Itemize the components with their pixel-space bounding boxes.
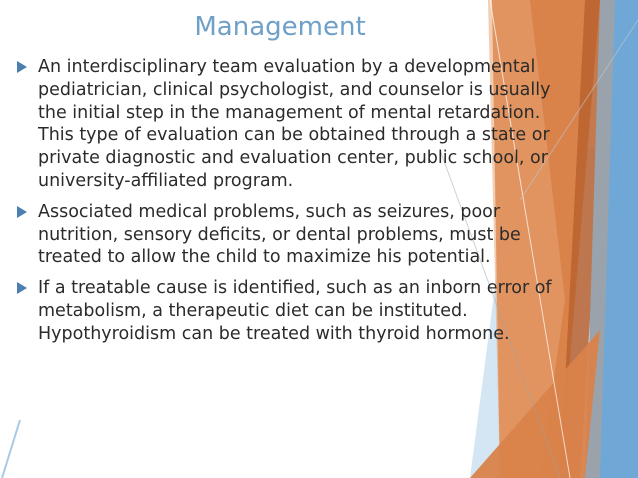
slide-title: Management — [194, 12, 366, 42]
bullet-item — [14, 56, 574, 193]
bullet-text: If a treatable cause is identified, such as an inborn error of metabolism, a therapeutic diet can be instituted. Hypothyroidism can be treated with thyroid hormone. — [38, 278, 552, 344]
bullet-item — [14, 277, 574, 345]
bullet-arrow-icon — [17, 282, 27, 294]
bullet-list — [14, 56, 574, 354]
bullet-item — [14, 201, 574, 269]
bullet-arrow-icon — [17, 206, 27, 218]
bullet-text: Associated medical problems, such as seizures, poor nutrition, sensory deficits, or dental problems, must be treated to allow the child to maximize his potential. — [38, 201, 521, 268]
bullet-arrow-icon — [17, 61, 27, 73]
bullet-text: An interdisciplinary team evaluation by a developmental pediatrician, clinical psychologist, and counselor is usually the initial step in the management of mental retardation. This type of evaluation can be obtained through a state or private diagnostic and evaluation center, public school, or university-affiliated program. — [38, 57, 551, 191]
decor-left-line — [2, 420, 20, 478]
